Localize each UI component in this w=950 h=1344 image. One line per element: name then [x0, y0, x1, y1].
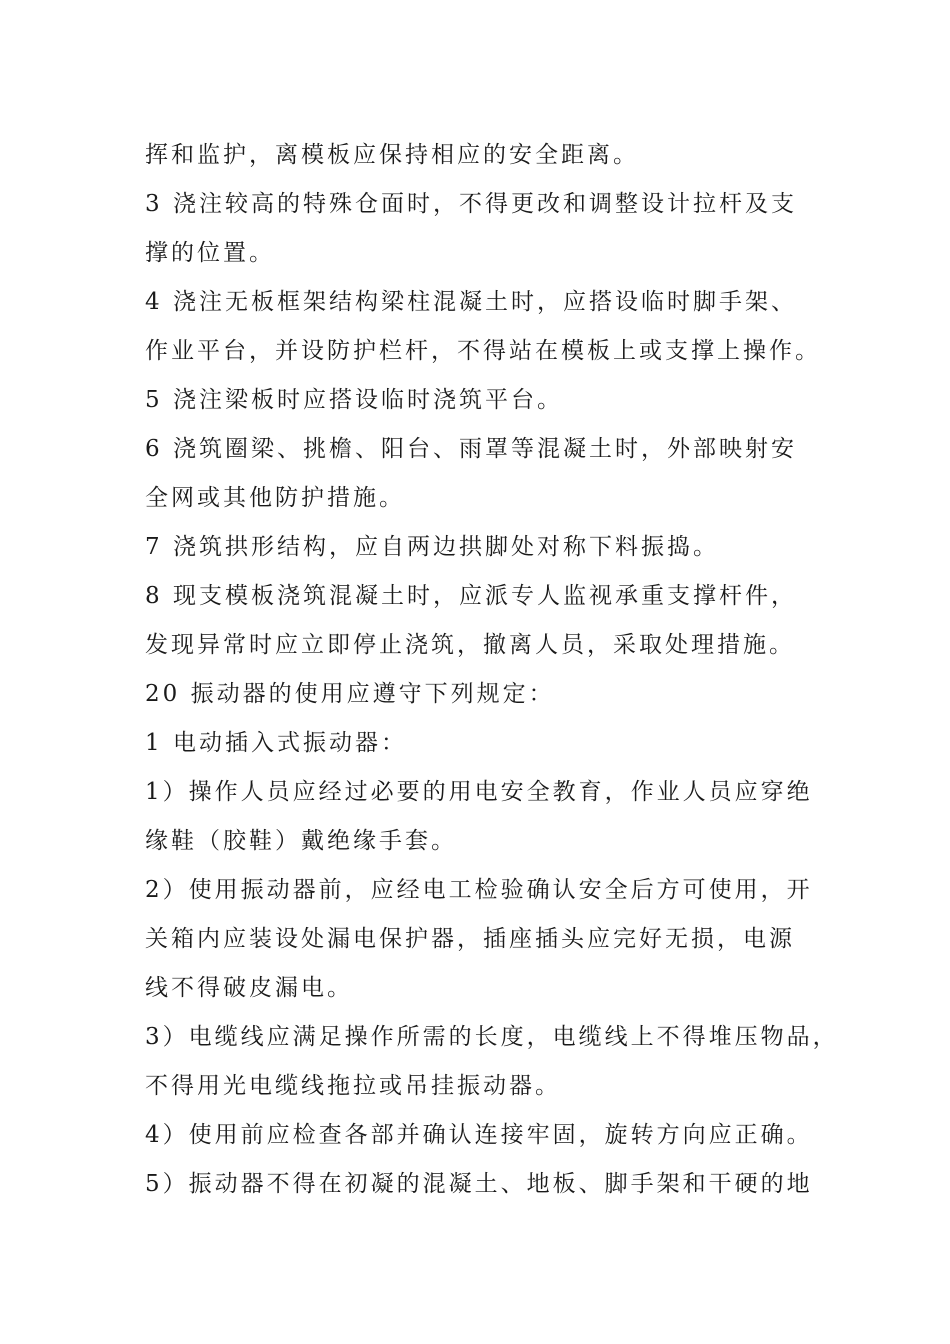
text-line: 1）操作人员应经过必要的用电安全教育，作业人员应穿绝	[145, 779, 813, 805]
text-line: 4 浇注无板框架结构梁柱混凝土时，应搭设临时脚手架、	[145, 289, 797, 315]
document-body	[145, 131, 839, 1209]
text-line: 8 现支模板浇筑混凝土时，应派专人监视承重支撑杆件，	[145, 583, 797, 609]
text-line: 2）使用振动器前，应经电工检验确认安全后方可使用，开	[145, 877, 813, 903]
text-line: 7 浇筑拱形结构，应自两边拱脚处对称下料振捣。	[145, 534, 719, 560]
text-line: 3）电缆线应满足操作所需的长度，电缆线上不得堆压物品，	[145, 1024, 839, 1050]
text-line: 全网或其他防护措施。	[145, 485, 405, 511]
text-line: 作业平台，并设防护栏杆，不得站在模板上或支撑上操作。	[145, 338, 821, 364]
text-line: 挥和监护，离模板应保持相应的安全距离。	[145, 142, 639, 168]
text-line: 3 浇注较高的特殊仓面时，不得更改和调整设计拉杆及支	[145, 191, 797, 217]
text-line: 发现异常时应立即停止浇筑，撤离人员，采取处理措施。	[145, 632, 795, 658]
text-line: 5 浇注梁板时应搭设临时浇筑平台。	[145, 387, 563, 413]
text-line: 6 浇筑圈梁、挑檐、阳台、雨罩等混凝土时，外部映射安	[145, 436, 797, 462]
text-line: 1 电动插入式振动器：	[145, 730, 407, 756]
text-line: 不得用光电缆线拖拉或吊挂振动器。	[145, 1073, 561, 1099]
text-line: 20 振动器的使用应遵守下列规定：	[145, 681, 555, 707]
text-line: 缘鞋（胶鞋）戴绝缘手套。	[145, 828, 457, 854]
text-line: 4）使用前应检查各部并确认连接牢固，旋转方向应正确。	[145, 1122, 813, 1148]
text-line: 关箱内应装设处漏电保护器，插座插头应完好无损，电源	[145, 926, 795, 952]
text-line: 撑的位置。	[145, 240, 275, 266]
text-line: 线不得破皮漏电。	[145, 975, 353, 1001]
text-line: 5）振动器不得在初凝的混凝土、地板、脚手架和干硬的地	[145, 1171, 813, 1197]
